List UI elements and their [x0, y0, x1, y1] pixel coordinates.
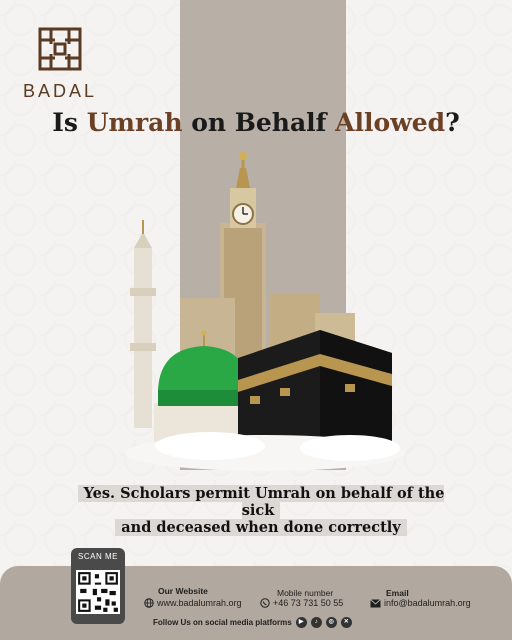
mecca-illustration: [120, 148, 410, 478]
title-accent-allowed: Allowed: [335, 108, 446, 137]
answer-line-1: Yes. Scholars permit Umrah on behalf of the sick: [78, 485, 445, 519]
brand-name: BADAL: [22, 81, 98, 101]
mobile-title: Mobile number: [277, 588, 334, 598]
scan-me-label: SCAN ME: [78, 552, 118, 561]
cloud-left: [155, 432, 265, 460]
qr-code-icon[interactable]: [76, 570, 120, 614]
qr-card[interactable]: [71, 548, 125, 624]
mobile-value: +46 73 731 50 55: [273, 598, 344, 608]
logo: [20, 26, 100, 102]
globe-icon: [144, 598, 154, 608]
title-accent-umrah: Umrah: [86, 108, 183, 137]
answer-line-2: and deceased when done correctly: [115, 519, 406, 536]
instagram-icon[interactable]: ◎: [326, 617, 337, 628]
title-part-3: ?: [445, 108, 460, 137]
logo-mark-icon: [37, 26, 83, 72]
website-value: www.badalumrah.org: [157, 598, 242, 608]
mail-icon: [370, 599, 381, 608]
email-value: info@badalumrah.org: [384, 598, 471, 608]
minaret: [130, 220, 156, 428]
x-icon[interactable]: ✕: [341, 617, 352, 628]
email-title: Email: [386, 588, 409, 598]
cloud-right: [300, 435, 400, 461]
email-link[interactable]: [370, 598, 471, 608]
mobile-link[interactable]: [260, 598, 343, 608]
tiktok-icon[interactable]: ♪: [311, 617, 322, 628]
youtube-icon[interactable]: ▶: [296, 617, 307, 628]
website-title: Our Website: [158, 586, 208, 596]
social-row: [153, 617, 352, 628]
title-part-2: on Behalf: [182, 108, 336, 137]
social-label: Follow Us on social media platforms: [153, 618, 292, 627]
whatsapp-icon: [260, 598, 270, 608]
website-link[interactable]: [144, 598, 242, 608]
title-part-1: Is: [52, 108, 87, 137]
answer-text: [62, 485, 460, 536]
page-title: [0, 108, 512, 137]
